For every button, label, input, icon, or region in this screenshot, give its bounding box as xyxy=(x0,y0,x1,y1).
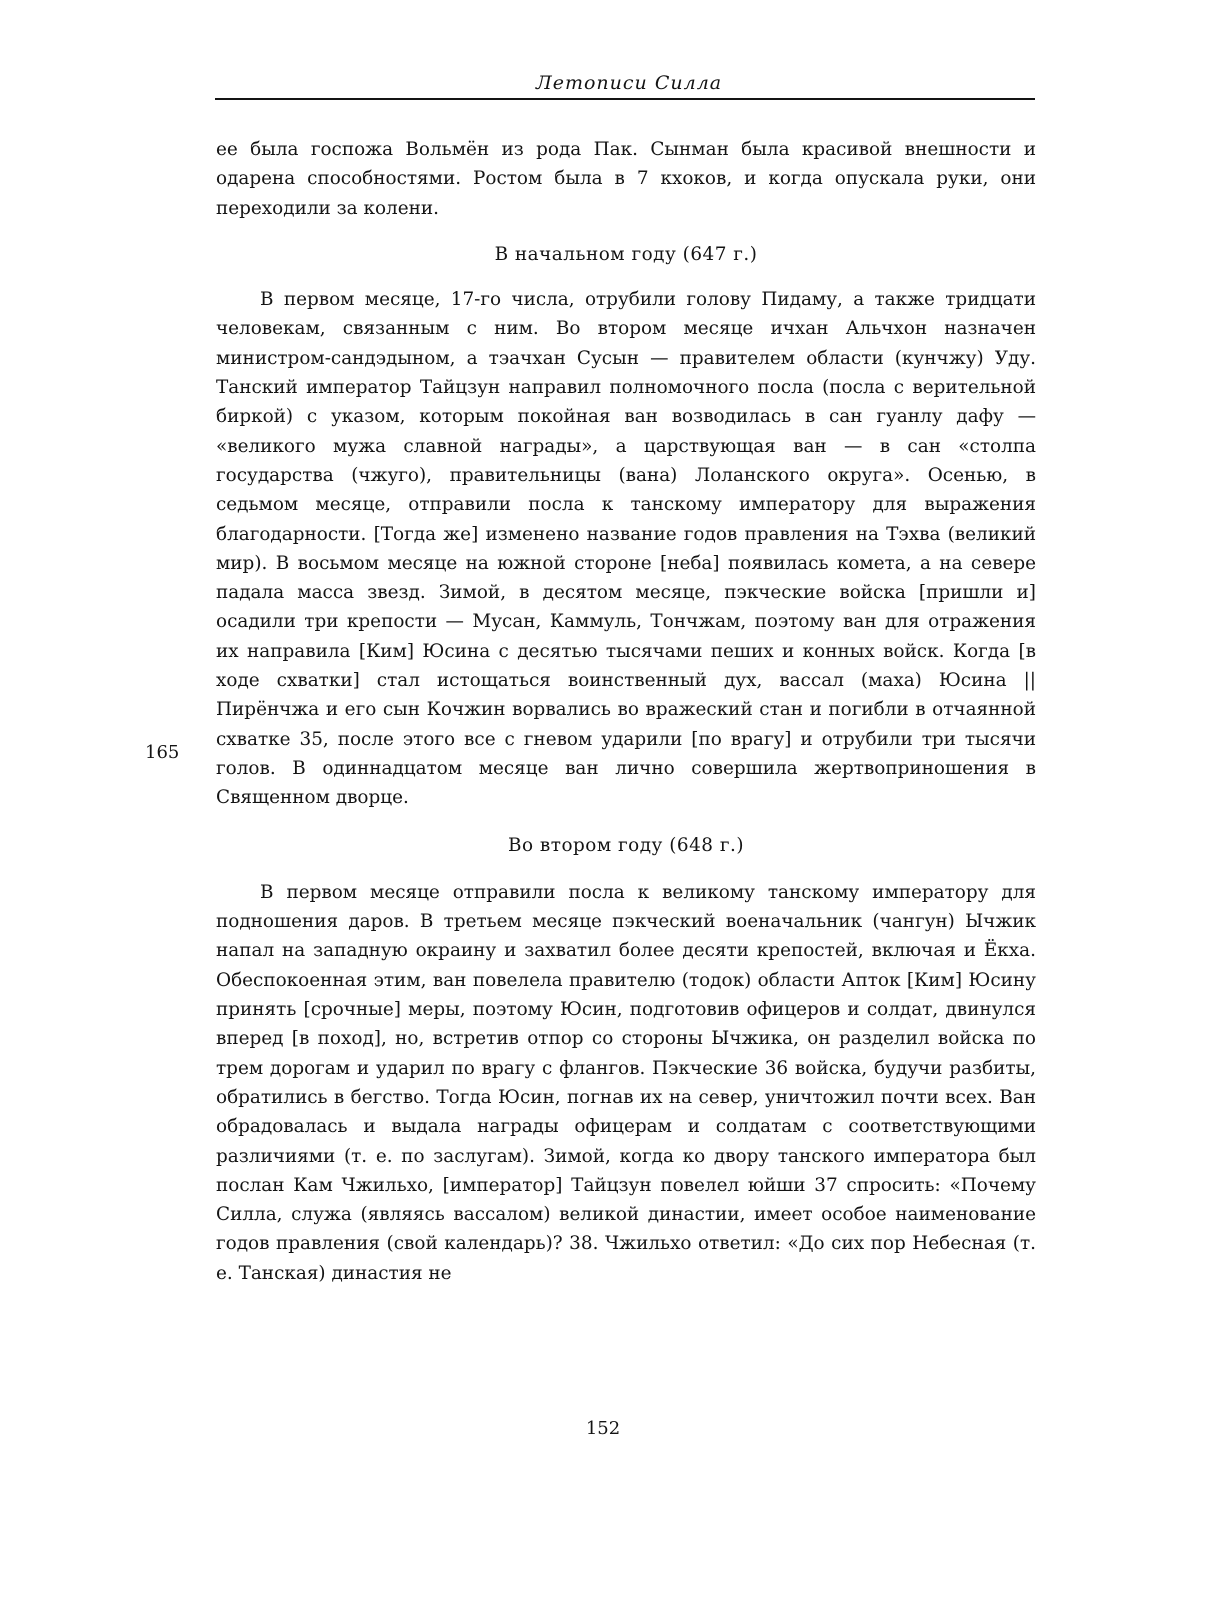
margin-page-number: 165 xyxy=(145,742,180,763)
section-heading-647: В начальном году (647 г.) xyxy=(494,243,758,265)
section-heading-648: Во втором году (648 г.) xyxy=(507,834,744,856)
page-number: 152 xyxy=(585,1418,621,1439)
running-title: Летописи Силла xyxy=(535,72,723,94)
main-text xyxy=(216,135,1036,1288)
paragraph-continuation: ее была госпожа Вольмён из рода Пак. Сынман была красивой внешности и одарена способностями. Ростом была в 7 кхоков, и когда опускала руки, они переходили за колени. xyxy=(216,139,1036,219)
paragraph-648: В первом месяце отправили посла к великому танскому императору для подношения даров. В третьем месяце пэкческий военачальник (чангун) Ычжик напал на западную окраину и захватил более десяти крепостей, включая и Ёкха. Обеспокоенная этим, ван повелела правителю (тодок) области Апток [Ким] Юсину принять [срочные] меры, поэтому Юсин, подготовив офицеров и солдат, двинулся вперед [в поход], но, встретив отпор со стороны Ычжика, он разделил войска по трем дорогам и ударил по врагу с флангов. Пэкческие 36 войска, будучи разбиты, обратились в бегство. Тогда Юсин, погнав их на север, уничтожил почти всех. Ван обрадовалась и выдала награды офицерам и солдатам с соответствующими различиями (т. е. по заслугам). Зимой, когда ко двору танского императора был послан Кам Чжильхо, [император] Тайцзун повелел юйши 37 спросить: «Почему Силла, служа (являясь вассалом) великой династии, имеет особое наименование годов правления (свой календарь)? 38. Чжильхо ответил: «До сих пор Небесная (т. е. Танская) династия не xyxy=(216,881,1036,1284)
paragraph-647: В первом месяце, 17-го числа, отрубили голову Пидаму, а также тридцати человекам, связанным с ним. Во втором месяце ичхан Альчхон назначен министром-сандэдыном, а тэачхан Сусын — правителем области (кунчжу) Уду. Танский император Тайцзун направил полномочного посла (посла с верительной биркой) с указом, которым покойная ван возводилась в сан гуанлу дафу — «великого мужа славной награды», а царствующая ван — в сан «столпа государства (чжуго), правительницы (вана) Лоланского округа». Осенью, в седьмом месяце, отправили посла к танскому императору для выражения благодарности. [Тогда же] изменено название годов правления на Тэхва (великий мир). В восьмом месяце на южной стороне [неба] появилась комета, а на севере падала масса звезд. Зимой, в десятом месяце, пэкческие войска [пришли и] осадили три крепости — Мусан, Каммуль, Тончжам, поэтому ван для отражения их направила [Ким] Юсина с десятью тысячами пеших и конных войск. Когда [в ходе схватки] стал истощаться воинственный дух, вассал (маха) Юсина || Пирёнчжа и его сын Кочжин ворвались во вражеский стан и погибли в отчаянной схватке 35, после этого все с гневом ударили [по врагу] и отрубили три тысячи голов. В одиннадцатом месяце ван лично совершила жертвоприношения в Священном дворце. xyxy=(216,289,1036,809)
header-rule xyxy=(215,98,1035,100)
